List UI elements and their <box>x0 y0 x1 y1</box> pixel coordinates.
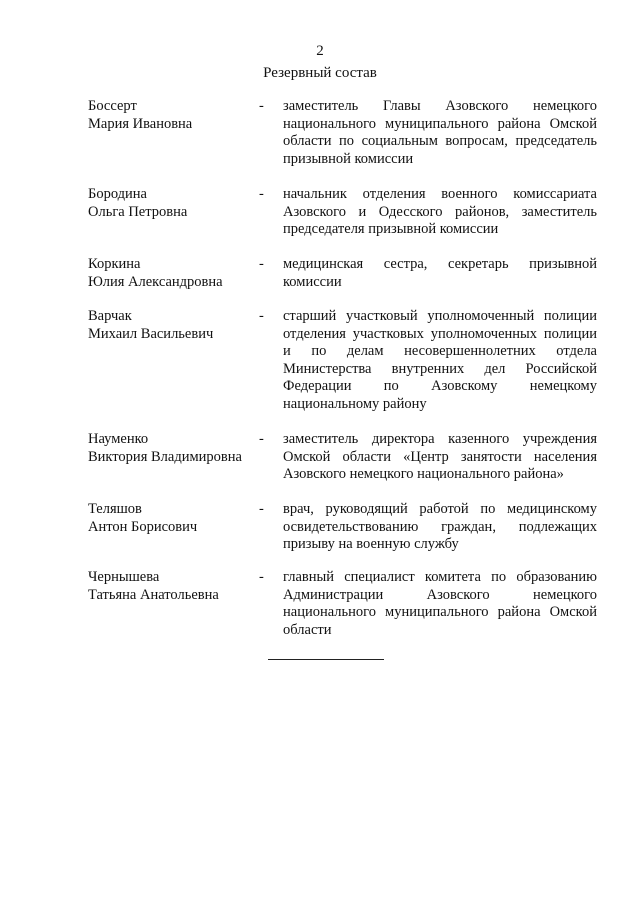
member-name <box>88 256 258 291</box>
member-dash: - <box>259 308 264 324</box>
member-dash: - <box>259 98 264 114</box>
member-role: заместитель Главы Азовского немецкого национального муниципального района Омской области по социальным вопросам, председатель призывной комиссии <box>283 98 597 167</box>
member-dash: - <box>259 256 264 272</box>
member-given-names: Михаил Васильевич <box>88 325 214 342</box>
member-role: медицинская сестра, секретарь призывной комиссии <box>283 256 597 290</box>
member-surname: Коркина <box>88 256 141 272</box>
member-name <box>88 431 258 466</box>
member-name <box>88 569 258 604</box>
member-given-names: Ольга Петровна <box>88 203 188 220</box>
member-dash: - <box>259 431 264 447</box>
member-given-names: Виктория Владимировна <box>88 448 242 465</box>
member-name <box>88 186 258 221</box>
member-surname: Бородина <box>88 186 147 202</box>
member-surname: Теляшов <box>88 501 142 517</box>
member-dash: - <box>259 569 264 585</box>
page-title: Резервный состав <box>263 65 377 81</box>
member-given-names: Антон Борисович <box>88 518 198 535</box>
member-role: врач, руководящий работой по медицинскому освидетельствованию граждан, подлежащих призыву на военную службу <box>283 501 597 552</box>
member-surname: Науменко <box>88 431 149 447</box>
member-surname: Чернышева <box>88 569 160 585</box>
closing-rule <box>268 659 384 660</box>
member-name <box>88 501 258 536</box>
member-role: заместитель директора казенного учреждения Омской области «Центр занятости населения Азовского немецкого национального района» <box>283 431 597 482</box>
member-role: главный специалист комитета по образованию Администрации Азовского немецкого национального муниципального района Омской области <box>283 569 597 638</box>
member-given-names: Татьяна Анатольевна <box>88 586 219 603</box>
member-given-names: Мария Ивановна <box>88 115 193 132</box>
member-surname: Боссерт <box>88 98 137 114</box>
member-role: начальник отделения военного комиссариата Азовского и Одесского районов, заместитель председателя призывной комиссии <box>283 186 597 237</box>
page-number: 2 <box>316 43 324 59</box>
member-surname: Варчак <box>88 308 132 324</box>
member-dash: - <box>259 186 264 202</box>
member-role: старший участковый уполномоченный полиции отделения участковых уполномоченных полиции и по делам несовершеннолетних отдела Министерства внутренних дел Российской Федерации по Азовскому немецкому национальному району <box>283 308 597 412</box>
member-given-names: Юлия Александровна <box>88 273 223 290</box>
member-name <box>88 98 258 133</box>
member-dash: - <box>259 501 264 517</box>
member-name <box>88 308 258 343</box>
